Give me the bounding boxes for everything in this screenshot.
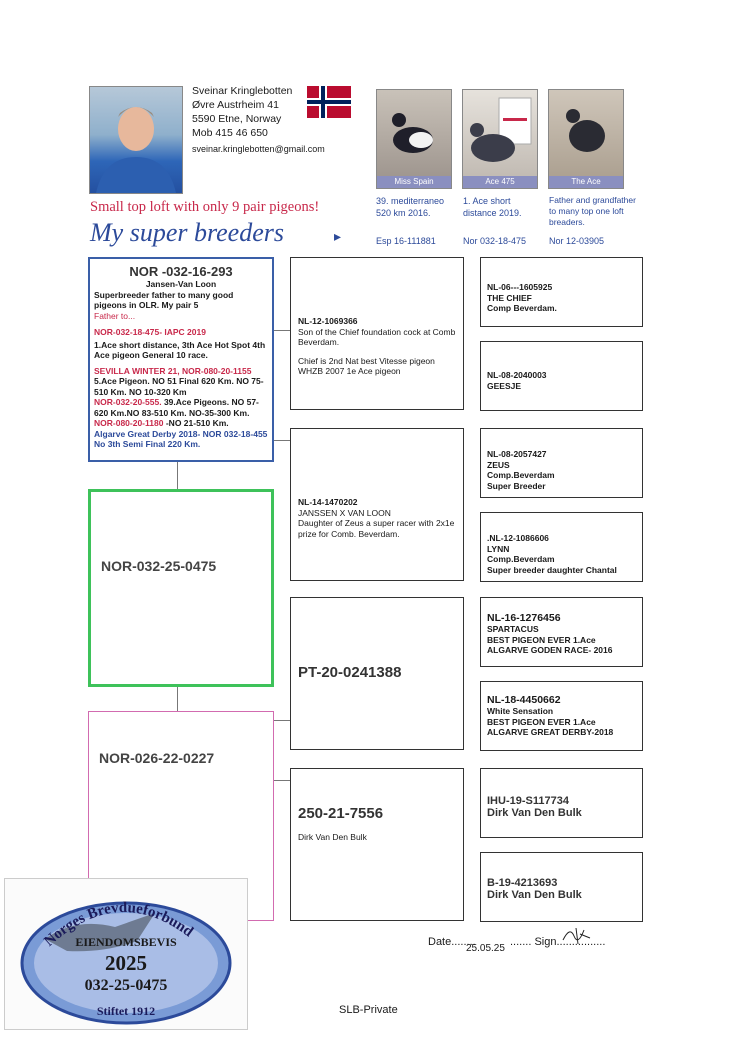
- maternal-grandsire-ring: PT-20-0241388: [298, 664, 402, 681]
- gg-ring-4: .NL-12-1086606: [487, 533, 549, 543]
- gg-l2-4: Comp.Beverdam: [487, 554, 555, 564]
- gg-l1-5: SPARTACUS: [487, 624, 539, 634]
- granddam-box: [290, 428, 464, 581]
- gg-ring-2: NL-08-2040003: [487, 370, 547, 380]
- photo-desc-2: 1. Ace short distance 2019.: [463, 196, 522, 218]
- subject-box: [88, 489, 274, 687]
- gg-box-6: [480, 681, 643, 751]
- sign-label: Sign.: [534, 936, 560, 948]
- page-heading: My super breeders: [90, 218, 284, 247]
- maternal-granddam-box: [290, 768, 464, 921]
- footer-label: SLB-Private: [339, 1004, 398, 1016]
- date-label: Date: [428, 936, 452, 948]
- gg-l2-1: Comp Beverdam.: [487, 303, 557, 313]
- pigeon-photo-ace-475: [462, 89, 538, 189]
- sire-offspring-5: Algarve Great Derby 2018- NOR 032-18-455 No 3th Semi Final 220 Km.: [94, 428, 268, 449]
- date-value: 25.05.25: [466, 943, 505, 954]
- photo-desc-3: Father and grandfather to many top one loft breaders.: [549, 195, 636, 227]
- sire-box: [88, 257, 274, 462]
- sire-offspring-2: SEVILLA WINTER 21, NOR-080-20-1155: [94, 365, 252, 376]
- maternal-granddam-line1: Dirk Van Den Bulk: [298, 832, 367, 842]
- granddam-line1: JANSSEN X VAN LOON: [298, 507, 391, 518]
- gg-l1-7: Dirk Van Den Bulk: [487, 807, 582, 819]
- stamp-year: 2025: [105, 951, 147, 975]
- gg-l1-3: ZEUS: [487, 459, 510, 470]
- gg-l3-5: ALGARVE GODEN RACE- 2016: [487, 645, 613, 655]
- photo-caption: Ace 475: [463, 176, 537, 188]
- gg-l2-3: Comp.Beverdam: [487, 470, 555, 480]
- gg-box-3: [480, 428, 643, 498]
- gg-l1-6: White Sensation: [487, 706, 554, 716]
- norway-flag-icon: [307, 86, 351, 118]
- grandsire-line2: Chief is 2nd Nat best Vitesse pigeon WHZB 2007 1e Ace pigeon: [298, 355, 435, 376]
- gg-ring-8: B-19-4213693: [487, 877, 558, 889]
- owner-email[interactable]: sveinar.kringlebotten@gmail.com: [192, 144, 325, 154]
- stamp-title: EIENDOMSBEVIS: [75, 935, 177, 949]
- owner-city: 5590 Etne, Norway: [192, 113, 282, 125]
- sire-offspring-1: NOR-032-18-475- IAPC 2019: [94, 327, 206, 337]
- arrow-icon: ▸: [334, 228, 342, 244]
- granddam-ring: NL-14-1470202: [298, 497, 358, 507]
- gg-l1-8: Dirk Van Den Bulk: [487, 889, 582, 901]
- photo-desc-1: 39. mediterraneo 520 km 2016.: [376, 196, 445, 218]
- tagline: Small top loft with only 9 pair pigeons!: [90, 199, 320, 215]
- sire-name: Jansen-Van Loon: [145, 279, 217, 289]
- pigeon-photo-miss-spain: [376, 89, 452, 189]
- owner-name: Sveinar Kringlebotten: [192, 85, 293, 97]
- gg-box-5: [480, 597, 643, 667]
- gg-ring-3: NL-08-2057427: [487, 449, 547, 459]
- stamp-arc-text: Norges Brevdueforbund: [41, 899, 196, 950]
- sire-father-to: Father to...: [94, 310, 136, 321]
- granddam-line2: Daughter of Zeus a super racer with 2x1e prize for Comb. Beverdam.: [298, 518, 455, 539]
- gg-l3-4: Super breeder daughter Chantal: [487, 564, 617, 575]
- grandsire-ring: NL-12-1069366: [298, 316, 358, 326]
- gg-ring-5: NL-16-1276456: [487, 612, 561, 624]
- stamp-ring: 032-25-0475: [84, 977, 168, 994]
- gg-l1-1: THE CHIEF: [487, 292, 532, 303]
- gg-l1-2: GEESJE: [487, 380, 522, 391]
- sire-ring: NOR -032-16-293: [129, 264, 233, 279]
- photo-ring-1: Esp 16-111881: [376, 236, 436, 246]
- gg-l2-5: BEST PIGEON EVER 1.Ace: [487, 634, 596, 645]
- gg-ring-7: IHU-19-S117734: [487, 795, 569, 807]
- gg-box-2: [480, 341, 643, 411]
- sire-offspring-4: NOR-080-20-1180: [94, 418, 164, 428]
- grandsire-box: [290, 257, 464, 410]
- gg-box-4: [480, 512, 643, 582]
- subject-ring: NOR-032-25-0475: [101, 558, 217, 574]
- gg-box-8: [480, 852, 643, 922]
- sire-offspring-3-results: 39.Ace Pigeons. NO 57-620 Km.NO 83-510 Km. NO-35-300 Km.: [94, 397, 259, 418]
- maternal-grandsire-box: [290, 597, 464, 750]
- gg-ring-6: NL-18-4450662: [487, 694, 561, 706]
- owner-photo: [89, 86, 183, 194]
- photo-ring-2: Nor 032-18-475: [463, 236, 527, 246]
- dam-ring: NOR-026-22-0227: [99, 750, 215, 766]
- ownership-card: [4, 878, 248, 1030]
- sire-offspring-4-results: -NO 21-510 Km.: [165, 418, 229, 428]
- pigeon-photo-the-ace: [548, 89, 624, 189]
- signature-icon: [560, 924, 594, 946]
- maternal-granddam-ring: 250-21-7556: [298, 805, 384, 822]
- gg-l3-3: Super Breeder: [487, 480, 546, 491]
- owner-mobile: Mob 415 46 650: [192, 127, 268, 139]
- stamp-founded: Stiftet 1912: [96, 1004, 156, 1018]
- grandsire-line1: Son of the Chief foundation cock at Comb Beverdam.: [298, 326, 456, 347]
- photo-caption: Miss Spain: [377, 176, 451, 188]
- gg-l2-6: BEST PIGEON EVER 1.Ace: [487, 716, 596, 727]
- sire-offspring-2-results: 5.Ace Pigeon. NO 51 Final 620 Km. NO 75-510 Km. NO 10-320 Km: [94, 376, 264, 397]
- photo-ring-3: Nor 12-03905: [549, 236, 605, 246]
- gg-l3-6: ALGARVE GREAT DERBY-2018: [487, 727, 614, 737]
- sire-offspring-1-results: 1.Ace short distance, 3th Ace Hot Spot 4th Ace pigeon General 10 race.: [94, 339, 266, 360]
- photo-caption: The Ace: [549, 176, 623, 188]
- gg-box-7: [480, 768, 643, 838]
- gg-box-1: [480, 257, 643, 327]
- person-silhouette-icon: [90, 87, 182, 193]
- owner-street: Øvre Austrheim 41: [192, 99, 279, 111]
- sire-offspring-3: NOR-032-20-555.: [94, 397, 162, 407]
- sire-desc: Superbreeder father to many good pigeons in OLR. My pair 5: [94, 289, 234, 310]
- gg-l1-4: LYNN: [487, 543, 510, 554]
- gg-ring-1: NL-06---1605925: [487, 282, 553, 292]
